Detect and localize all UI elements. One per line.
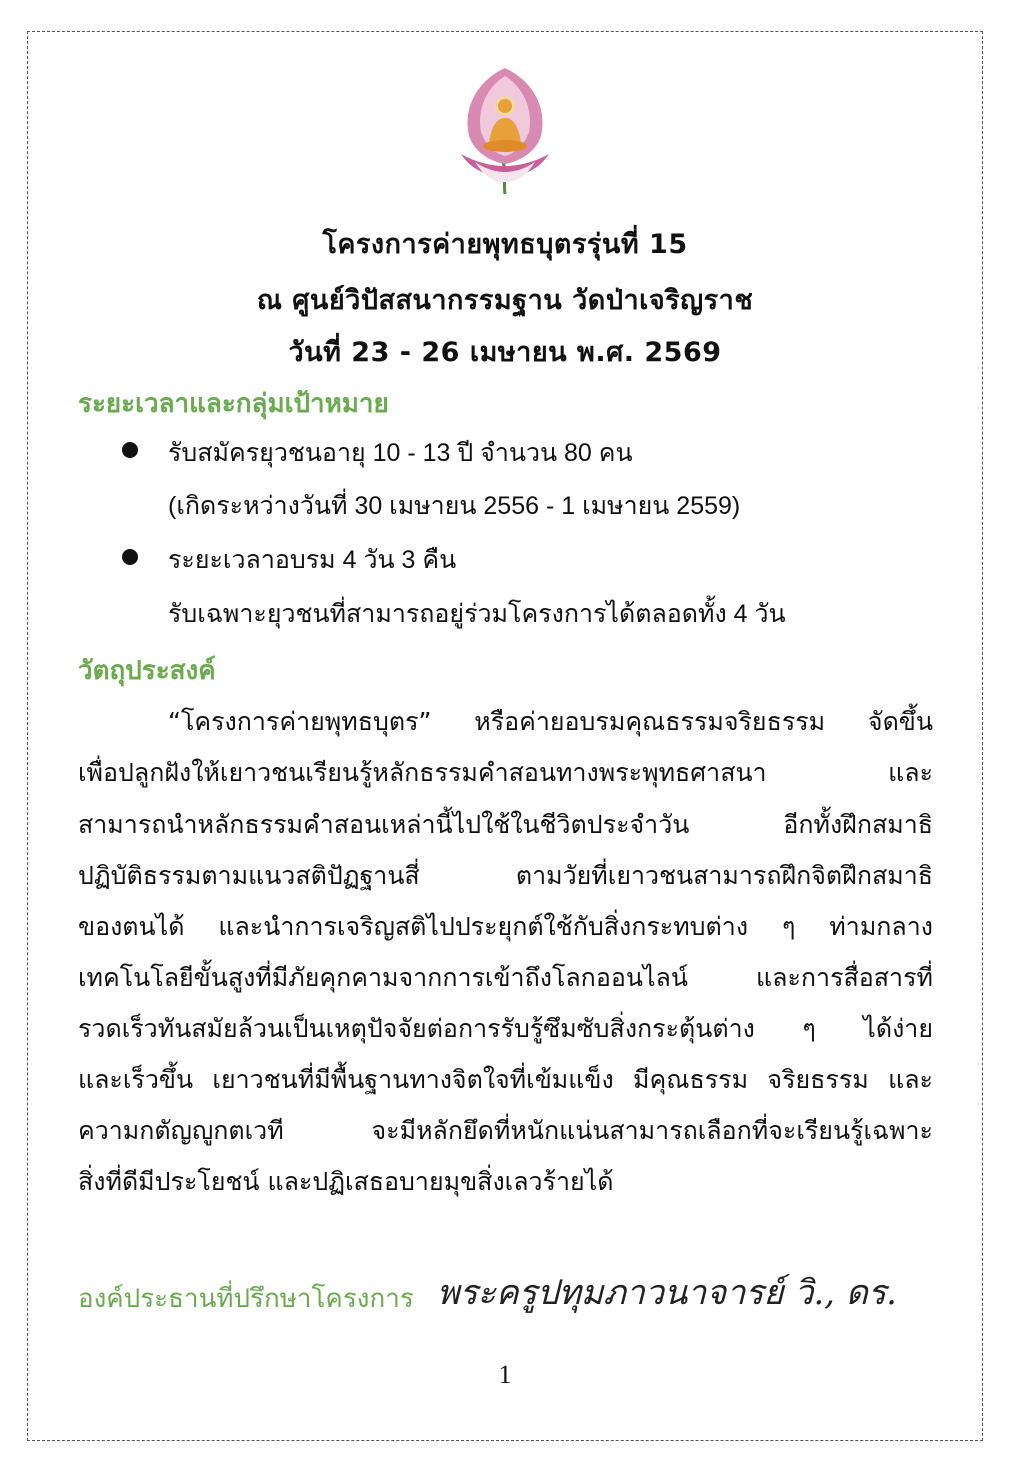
paragraph-line: “โครงการค่ายพุทธบุตร” หรือค่ายอบรมคุณธรรมจริยธรรม จัดขึ้น	[168, 707, 933, 736]
paragraph-line: สามารถนำหลักธรรมคำสอนเหล่านี้ไปใช้ในชีวิตประจำวัน อีกทั้งฝึกสมาธิ	[78, 810, 933, 839]
paragraph-line: ความกตัญญูกตเวที จะมีหลักยึดที่หนักแน่นสามารถเลือกที่จะเรียนรู้เฉพาะ	[78, 1116, 933, 1145]
lotus-buddha-logo	[445, 62, 565, 202]
paragraph-line: เพื่อปลูกฝังให้เยาวชนเรียนรู้หลักธรรมคำสอนทางพระพุทธศาสนา และ	[78, 758, 933, 787]
paragraph-line: เทคโนโลยีขั้นสูงที่มีภัยคุกคามจากการเข้าถึงโลกออนไลน์ และการสื่อสารที่	[78, 963, 933, 992]
paragraph-line: ของตนได้ และนำการเจริญสติไปประยุกต์ใช้กับสิ่งกระทบต่าง ๆ ท่ามกลาง	[78, 912, 933, 941]
paragraph-line: และเร็วขึ้น เยาวชนที่มีพื้นฐานทางจิตใจที่เข้มแข็ง มีคุณธรรม จริยธรรม และ	[78, 1065, 933, 1094]
page-number: 1	[498, 1360, 512, 1389]
title-line-1: โครงการค่ายพุทธบุตรรุ่นที่ 15	[322, 229, 688, 260]
advisor-signature: พระครูปทุมภาวนาจารย์ วิ., ดร.	[437, 1273, 897, 1313]
bullet-text: (เกิดระหว่างวันที่ 30 เมษายน 2556 - 1 เมษายน 2559)	[168, 492, 741, 520]
bullet-icon	[122, 549, 138, 565]
paragraph-line: รวดเร็วทันสมัยล้วนเป็นเหตุปัจจัยต่อการรับรู้ซึมซับสิ่งกระตุ้นต่าง ๆ ได้ง่าย	[78, 1014, 933, 1043]
section-heading-duration: ระยะเวลาและกลุ่มเป้าหมาย	[78, 389, 389, 419]
title-line-2: ณ ศูนย์วิปัสสนากรรมฐาน วัดป่าเจริญราช	[256, 285, 754, 316]
paragraph-line: สิ่งที่ดีมีประโยชน์ และปฏิเสธอบายมุขสิ่งเลวร้ายได้	[78, 1167, 614, 1196]
bullet-text: รับสมัครยุวชนอายุ 10 - 13 ปี จำนวน 80 คน	[168, 439, 633, 467]
bullet-text: ระยะเวลาอบรม 4 วัน 3 คืน	[168, 546, 457, 574]
advisor-label: องค์ประธานที่ปรึกษาโครงการ	[78, 1284, 414, 1313]
bullet-text: รับเฉพาะยุวชนที่สามารถอยู่ร่วมโครงการได้ตลอดทั้ง 4 วัน	[168, 600, 786, 628]
paragraph-line: ปฏิบัติธรรมตามแนวสติปัฏฐานสี่ ตามวัยที่เยาวชนสามารถฝึกจิตฝึกสมาธิ	[78, 861, 933, 890]
section-heading-objectives: วัตถุประสงค์	[78, 656, 216, 686]
bullet-icon	[122, 442, 138, 458]
title-line-3: วันที่ 23 - 26 เมษายน พ.ศ. 2569	[288, 337, 722, 368]
